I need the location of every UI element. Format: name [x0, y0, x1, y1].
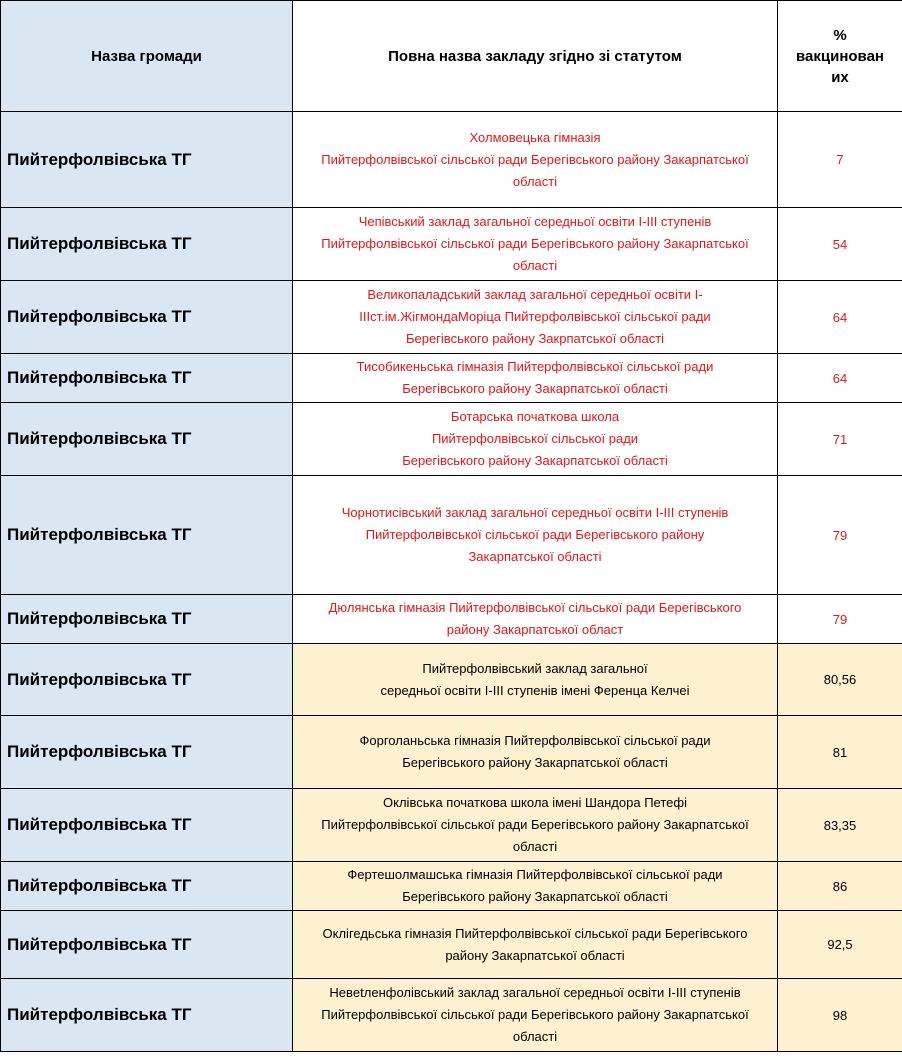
institution-cell: Чорнотисівський заклад загальної середньої освіти І-ІІІ ступенів Пийтерфолвівської сільської ради Берегівського району Закарпатської області — [293, 476, 778, 595]
institution-cell: Дюлянська гімназія Пийтерфолвівської сільської ради Берегівського району Закарпатської област — [293, 595, 778, 644]
table-row — [1, 911, 902, 979]
institution-cell: Оклігедьська гімназія Пийтерфолвівської сільської ради Берегівського району Закарпатської області — [293, 911, 778, 979]
table-row — [1, 112, 902, 208]
institution-cell: Ботарська початкова школа Пийтерфолвівської сільської ради Берегівського району Закарпатської області — [293, 403, 778, 476]
community-cell: Пийтерфолвівська ТГ — [1, 403, 293, 476]
percent-cell: 86 — [778, 862, 902, 911]
table-row — [1, 789, 902, 862]
institution-cell: Тисобикеньська гімназія Пийтерфолвівської сільської ради Берегівського району Закарпатської області — [293, 354, 778, 403]
table-row — [1, 862, 902, 911]
percent-cell: 79 — [778, 476, 902, 595]
percent-cell: 54 — [778, 208, 902, 281]
header-community: Назва громади — [1, 1, 293, 112]
percent-cell: 79 — [778, 595, 902, 644]
institution-cell: Оклівська початкова школа імені Шандора Петефі Пийтерфолвівської сільської ради Берегівського району Закарпатської області — [293, 789, 778, 862]
percent-cell: 83,35 — [778, 789, 902, 862]
institution-cell: Фертешолмашська гімназія Пийтерфолвівської сільської ради Берегівського району Закарпатської області — [293, 862, 778, 911]
percent-cell: 98 — [778, 979, 902, 1052]
community-cell: Пийтерфолвівська ТГ — [1, 862, 293, 911]
community-cell: Пийтерфолвівська ТГ — [1, 644, 293, 716]
table-row — [1, 476, 902, 595]
table-header-row — [1, 1, 902, 112]
percent-cell: 92,5 — [778, 911, 902, 979]
community-cell: Пийтерфолвівська ТГ — [1, 595, 293, 644]
institution-cell: Форголаньська гімназія Пийтерфолвівської сільської ради Берегівського району Закарпатської області — [293, 716, 778, 789]
community-cell: Пийтерфолвівська ТГ — [1, 716, 293, 789]
community-cell: Пийтерфолвівська ТГ — [1, 112, 293, 208]
header-percent: % вакцинован их — [778, 1, 902, 112]
percent-cell: 64 — [778, 281, 902, 354]
institution-cell: Невetленфолівський заклад загальної середньої освіти І-ІІІ ступенів Пийтерфолвівської сільської ради Берегівського району Закарпатської області — [293, 979, 778, 1052]
table-row — [1, 281, 902, 354]
table-row — [1, 403, 902, 476]
percent-cell: 80,56 — [778, 644, 902, 716]
table-row — [1, 716, 902, 789]
institution-cell: Холмовецька гімназія Пийтерфолвівської сільської ради Берегівського району Закарпатської області — [293, 112, 778, 208]
community-cell: Пийтерфолвівська ТГ — [1, 281, 293, 354]
community-cell: Пийтерфолвівська ТГ — [1, 979, 293, 1052]
table-row — [1, 354, 902, 403]
percent-cell: 64 — [778, 354, 902, 403]
community-cell: Пийтерфолвівська ТГ — [1, 208, 293, 281]
percent-cell: 7 — [778, 112, 902, 208]
table-row — [1, 208, 902, 281]
community-cell: Пийтерфолвівська ТГ — [1, 354, 293, 403]
community-cell: Пийтерфолвівська ТГ — [1, 911, 293, 979]
table-row — [1, 595, 902, 644]
table-row — [1, 979, 902, 1052]
institution-cell: Великопаладський заклад загальної середньої освіти І- ІІІст.ім.ЖігмондаМоріца Пийтерфолвівської сільської ради Берегівського району Закрпатської області — [293, 281, 778, 354]
table-row — [1, 644, 902, 716]
percent-cell: 71 — [778, 403, 902, 476]
institution-cell: Пийтерфолвівський заклад загальної середньої освіти І-ІІІ ступенів імені Ференца Келчеі — [293, 644, 778, 716]
institution-cell: Чепівський заклад загальної середньої освіти І-ІІІ ступенів Пийтерфолвівської сільської ради Берегівського району Закарпатської області — [293, 208, 778, 281]
community-cell: Пийтерфолвівська ТГ — [1, 476, 293, 595]
header-institution: Повна назва закладу згідно зі статутом — [293, 1, 778, 112]
community-cell: Пийтерфолвівська ТГ — [1, 789, 293, 862]
percent-cell: 81 — [778, 716, 902, 789]
